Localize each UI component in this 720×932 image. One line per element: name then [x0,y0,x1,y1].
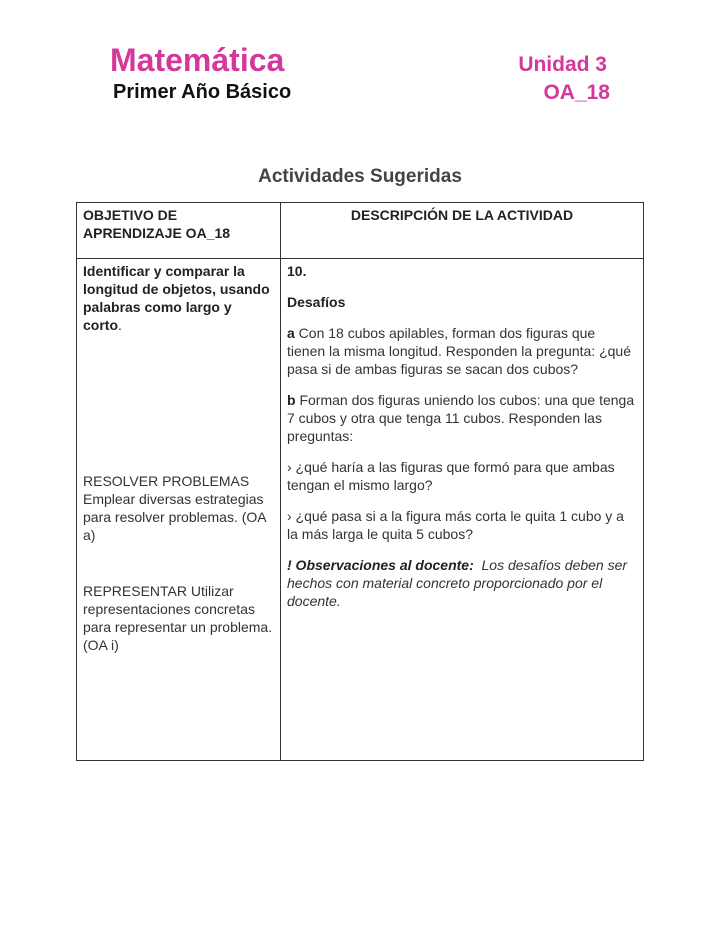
activity-number: 10. [287,263,307,279]
item-a-text: Con 18 cubos apilables, forman dos figuras que tienen la misma longitud. Responden la pregunta: ¿qué pasa si de ambas figuras se sacan dos cubos? [287,325,631,377]
description-column-header: DESCRIPCIÓN DE LA ACTIVIDAD [281,203,644,259]
skill-resolver-problemas: RESOLVER PROBLEMAS Emplear diversas estrategias para resolver problemas. (OA a) [83,473,266,543]
teacher-note [287,556,637,610]
description-cell [281,259,644,761]
item-b-text: Forman dos figuras uniendo los cubos: una que tenga 7 cubos y otra que tenga 11 cubos. Responden las preguntas: [287,392,635,444]
oa-label: OA_18 [543,81,610,104]
table-header-row [77,203,644,259]
objective-column-header: OBJETIVO DE APRENDIZAJE OA_18 [77,203,281,259]
course-subtitle: Primer Año Básico [113,81,292,103]
page-title: Matemática [110,42,285,78]
note-text: Los desafíos deben ser hechos con material concreto proporcionado por el docente. [287,557,628,609]
activity-table [76,202,644,761]
question-2: › ¿qué pasa si a la figura más corta le quita 1 cubo y a la más larga le quita 5 cubos? [287,508,624,542]
activity-item-b [287,391,637,445]
item-a-letter: a [287,325,295,341]
note-label: ! Observaciones al docente: [287,557,474,573]
question-1: › ¿qué haría a las figuras que formó para que ambas tengan el mismo largo? [287,459,615,493]
objective-text [83,262,274,334]
activity-title: Desafíos [287,294,346,310]
item-b-letter: b [287,392,296,408]
activity-item-a [287,324,637,378]
skill-representar: REPRESENTAR Utilizar representaciones concretas para representar un problema. (OA i) [83,583,273,653]
objective-cell [77,259,281,761]
table-row [77,259,644,761]
unit-label: Unidad 3 [518,53,607,76]
objective-period: . [118,317,122,333]
section-title: Actividades Sugeridas [258,166,462,187]
objective-statement: Identificar y comparar la longitud de objetos, usando palabras como largo y corto [83,263,270,333]
